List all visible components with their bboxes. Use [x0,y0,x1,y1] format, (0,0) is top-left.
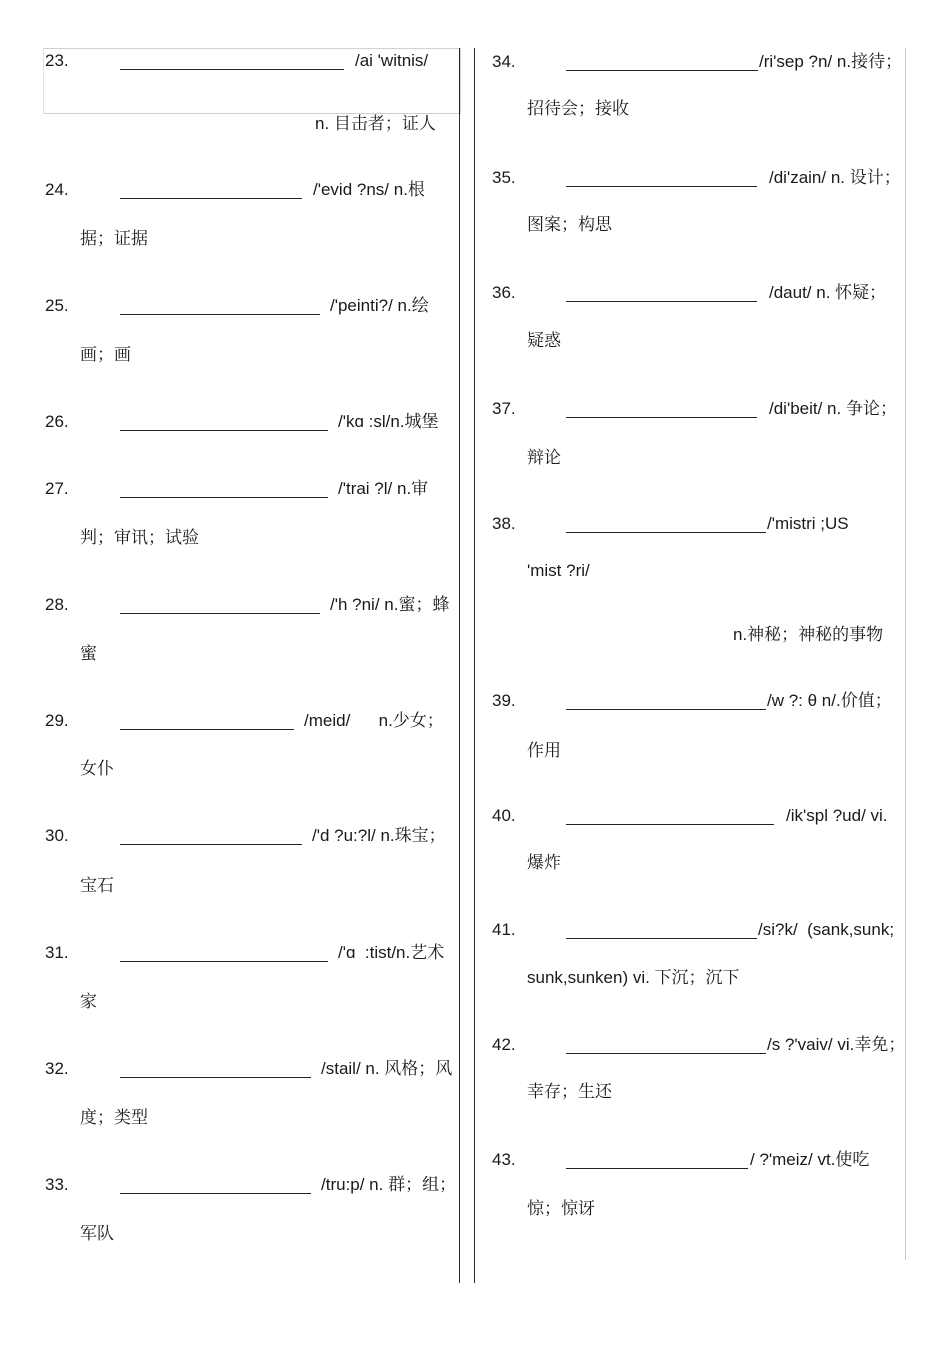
entry-number: 32. [45,1059,69,1078]
entry-definition: 据；证据 [80,229,148,248]
answer-blank[interactable] [566,1168,748,1169]
entry-phonetic: /stail/ n. 风格；风 [321,1059,453,1078]
entry-number: 39. [492,691,516,710]
answer-blank[interactable] [120,844,302,845]
answer-blank[interactable] [566,186,757,187]
entry-definition-continued: n.神秘；神秘的事物 [733,625,884,644]
left-column-rule [459,48,460,1283]
answer-blank[interactable] [120,961,328,962]
entry-phonetic: /'peinti?/ n.绘 [330,296,429,315]
entry-definition: 幸存；生还 [527,1082,612,1101]
entry-number: 42. [492,1035,516,1054]
answer-blank[interactable] [566,70,758,71]
answer-blank[interactable] [120,613,320,614]
entry-definition: 图案；构思 [527,215,612,234]
answer-blank[interactable] [566,709,766,710]
entry-definition: 度；类型 [80,1108,148,1127]
entry-definition: sunk,sunken) vi. 下沉；沉下 [527,968,740,987]
entry-phonetic: /tru:p/ n. 群；组； [321,1175,457,1194]
answer-blank[interactable] [120,69,344,70]
entry-definition: 家 [80,992,97,1011]
entry-definition: 爆炸 [527,853,561,872]
answer-blank[interactable] [120,1193,311,1194]
entry-phonetic: /ai 'witnis/ [355,51,429,70]
answer-blank[interactable] [120,729,294,730]
entry-phonetic: /'trai ?l/ n.审 [338,479,429,498]
entry-number: 35. [492,168,516,187]
entry-number: 25. [45,296,69,315]
answer-blank[interactable] [566,417,757,418]
entry-number: 27. [45,479,69,498]
entry-definition: 疑惑 [527,331,561,350]
entry-phonetic: /ik'spl ?ud/ vi. [786,806,888,825]
entry-phonetic: /'d ?u:?l/ n.珠宝； [312,826,446,845]
entry-phonetic: /'ɑ :tist/n.艺术 [338,943,445,962]
answer-blank[interactable] [120,198,302,199]
entry-phonetic: /meid/ n.少女； [304,711,444,730]
answer-blank[interactable] [566,1053,766,1054]
answer-blank[interactable] [566,301,757,302]
entry-phonetic: /di'beit/ n. 争论； [769,399,897,418]
answer-blank[interactable] [566,532,766,533]
entry-definition: 招待会；接收 [527,99,629,118]
entry-definition: 判；审讯；试验 [80,528,199,547]
entry-definition: 作用 [527,741,561,760]
entry-phonetic: /'kɑ :sl/n.城堡 [338,412,439,431]
entry-number: 37. [492,399,516,418]
entry-definition: 画；画 [80,345,131,364]
entry-definition: n. 目击者；证人 [315,114,436,133]
entry-phonetic: /'evid ?ns/ n.根 [313,180,425,199]
entry-definition: 蜜 [80,644,97,663]
entry-number: 34. [492,52,516,71]
entry-definition: 军队 [80,1224,114,1243]
entry-number: 31. [45,943,69,962]
right-column-rule [905,48,906,1260]
entry-definition: 女仆 [80,759,114,778]
entry-phonetic: /s ?'vaiv/ vi.幸免； [767,1035,906,1054]
entry-phonetic: / ?'meiz/ vt.使吃 [750,1150,870,1169]
answer-blank[interactable] [566,938,757,939]
answer-blank[interactable] [120,1077,311,1078]
entry-number: 41. [492,920,516,939]
entry-number: 43. [492,1150,516,1169]
entry-definition: 宝石 [80,876,114,895]
entry-phonetic: /w ?: θ n/.价值； [767,691,892,710]
entry-phonetic: /si?k/ (sank,sunk; [758,920,895,939]
entry-number: 40. [492,806,516,825]
entry-number: 26. [45,412,69,431]
entry-number: 33. [45,1175,69,1194]
entry-number: 24. [45,180,69,199]
entry-number: 30. [45,826,69,845]
entry-phonetic: /'h ?ni/ n.蜜；蜂 [330,595,450,614]
entry-number: 38. [492,514,516,533]
entry-number: 23. [45,51,69,70]
entry-number: 36. [492,283,516,302]
entry-number: 28. [45,595,69,614]
entry-phonetic: /daut/ n. 怀疑； [769,283,887,302]
entry-phonetic: /'mistri ;US [767,514,849,533]
answer-blank[interactable] [120,497,328,498]
center-divider [474,48,475,1283]
answer-blank[interactable] [566,824,774,825]
entry-number: 29. [45,711,69,730]
entry-phonetic: /ri'sep ?n/ n.接待； [759,52,903,71]
entry-definition: 辩论 [527,448,561,467]
entry-definition: 惊；惊讶 [527,1199,595,1218]
answer-blank[interactable] [120,430,328,431]
entry-definition: 'mist ?ri/ [527,561,590,580]
answer-blank[interactable] [120,314,320,315]
entry-phonetic: /di'zain/ n. 设计； [769,168,901,187]
